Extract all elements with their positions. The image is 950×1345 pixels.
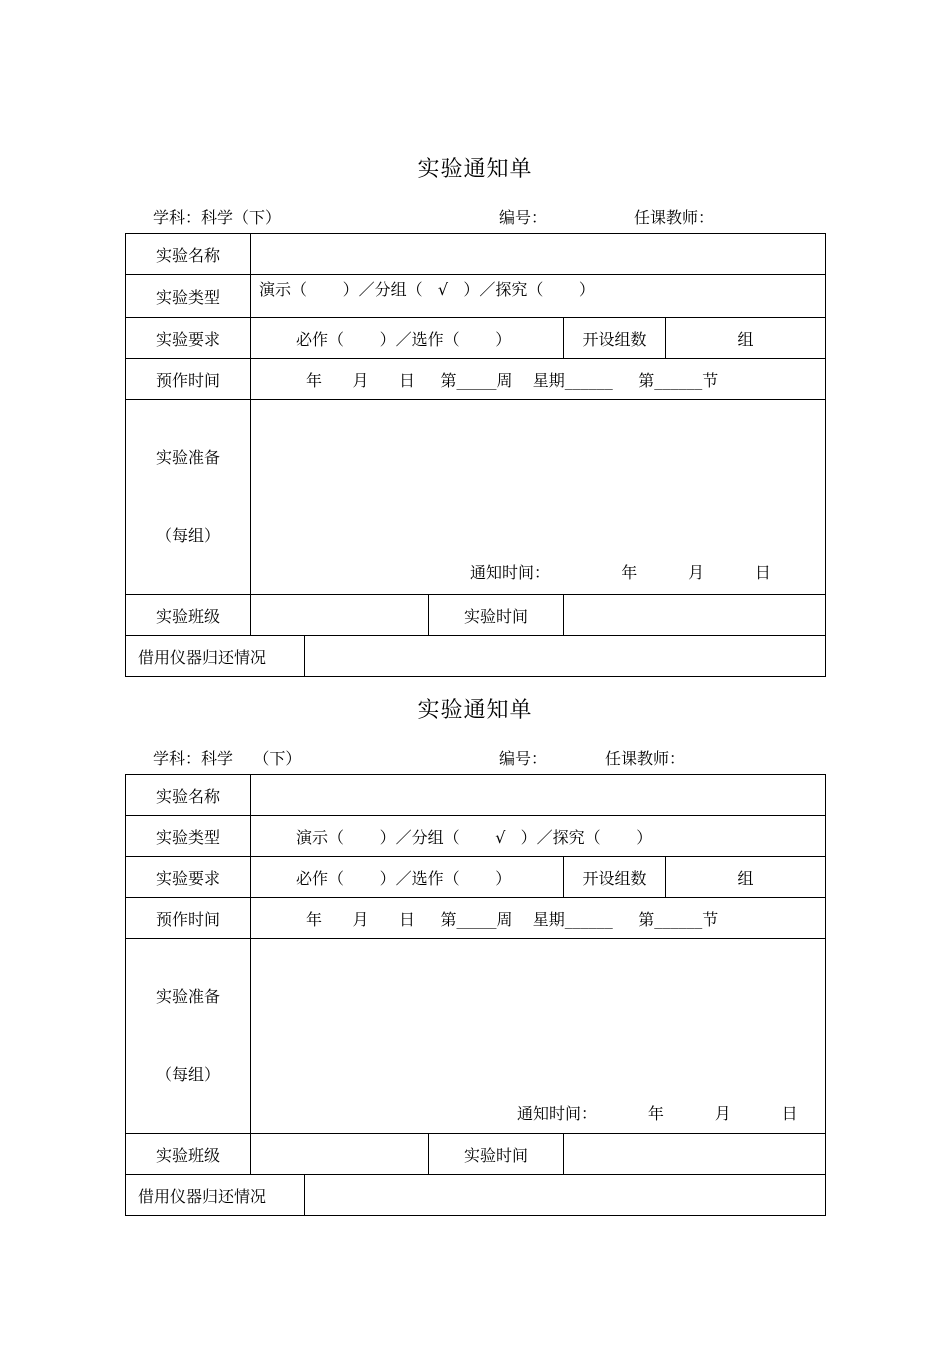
pre-time-label: 预作时间 bbox=[126, 359, 251, 400]
row-exp-name bbox=[126, 775, 826, 816]
class-field[interactable] bbox=[251, 595, 429, 636]
notice-date: 通知时间： 年 月 日 bbox=[470, 563, 771, 582]
row-borrow bbox=[126, 636, 826, 677]
teacher-label: 任课教师： bbox=[634, 208, 715, 227]
exp-type-label: 实验类型 bbox=[126, 275, 251, 318]
exp-req-label: 实验要求 bbox=[126, 857, 251, 898]
exp-req-value[interactable]: 必作（ ）／选作（ ） bbox=[251, 318, 564, 359]
group-count-value[interactable]: 组 bbox=[666, 857, 826, 898]
row-class bbox=[126, 1134, 826, 1175]
borrow-label: 借用仪器归还情况 bbox=[126, 636, 305, 677]
subject-label: 学科：科学（下） bbox=[153, 208, 282, 227]
exp-req-label: 实验要求 bbox=[126, 318, 251, 359]
exp-name-field[interactable] bbox=[251, 775, 826, 816]
borrow-field[interactable] bbox=[305, 1175, 826, 1216]
borrow-field[interactable] bbox=[305, 636, 826, 677]
notice-date: 通知时间： 年 月 日 bbox=[517, 1104, 798, 1123]
row-pre-time bbox=[126, 359, 826, 400]
pre-time-label: 预作时间 bbox=[126, 898, 251, 939]
prep-label-line2: （每组） bbox=[155, 526, 220, 545]
pre-time-value[interactable]: 年 月 日 第_____周 星期______ 第______节 bbox=[251, 898, 826, 939]
form-table bbox=[125, 774, 826, 1216]
pre-time-value[interactable]: 年 月 日 第_____周 星期______ 第______节 bbox=[251, 359, 826, 400]
exp-time-label: 实验时间 bbox=[429, 1134, 564, 1175]
group-count-value[interactable]: 组 bbox=[666, 318, 826, 359]
class-label: 实验班级 bbox=[126, 1134, 251, 1175]
prep-label-line1: 实验准备 bbox=[155, 987, 220, 1006]
exp-type-label: 实验类型 bbox=[126, 816, 251, 857]
form-table bbox=[125, 233, 826, 677]
row-pre-time bbox=[126, 898, 826, 939]
row-exp-name bbox=[126, 234, 826, 275]
form-title: 实验通知单 bbox=[417, 157, 533, 182]
form-title: 实验通知单 bbox=[417, 698, 533, 723]
borrow-label: 借用仪器归还情况 bbox=[126, 1175, 305, 1216]
exp-type-value[interactable]: 演示（ ）／分组（ √ ）／探究（ ） bbox=[251, 275, 826, 318]
subject-label: 学科：科学 （下） bbox=[153, 749, 302, 768]
row-exp-req bbox=[126, 857, 826, 898]
group-count-label: 开设组数 bbox=[564, 318, 666, 359]
exp-req-value[interactable]: 必作（ ）／选作（ ） bbox=[251, 857, 564, 898]
exp-name-label: 实验名称 bbox=[126, 775, 251, 816]
row-exp-req bbox=[126, 318, 826, 359]
exp-type-value[interactable]: 演示（ ）／分组（ √ ）／探究（ ） bbox=[251, 816, 826, 857]
number-label: 编号： bbox=[499, 749, 548, 768]
teacher-label: 任课教师： bbox=[605, 749, 686, 768]
class-label: 实验班级 bbox=[126, 595, 251, 636]
exp-name-label: 实验名称 bbox=[126, 234, 251, 275]
prep-label bbox=[126, 939, 251, 1134]
row-class bbox=[126, 595, 826, 636]
row-exp-type bbox=[126, 816, 826, 857]
class-field[interactable] bbox=[251, 1134, 429, 1175]
number-label: 编号： bbox=[499, 208, 548, 227]
exp-time-field[interactable] bbox=[564, 595, 826, 636]
row-exp-type bbox=[126, 275, 826, 318]
prep-label-line2: （每组） bbox=[155, 1065, 220, 1084]
group-count-label: 开设组数 bbox=[564, 857, 666, 898]
exp-time-label: 实验时间 bbox=[429, 595, 564, 636]
prep-label-line1: 实验准备 bbox=[155, 448, 220, 467]
exp-name-field[interactable] bbox=[251, 234, 826, 275]
row-borrow bbox=[126, 1175, 826, 1216]
prep-label bbox=[126, 400, 251, 595]
exp-time-field[interactable] bbox=[564, 1134, 826, 1175]
